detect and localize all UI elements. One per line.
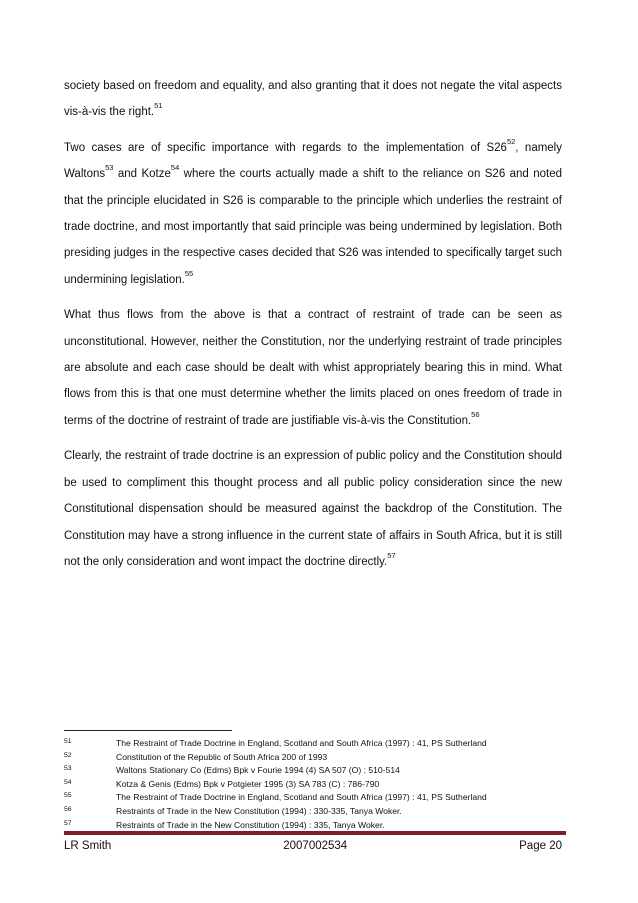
footnote-text: The Restraint of Trade Doctrine in England, Scotland and South Africa (1997) : 41, PS Sutherland (116, 792, 487, 803)
footnote (64, 805, 574, 819)
footnote-number: 56 (64, 805, 72, 813)
footer-author: LR Smith (64, 840, 112, 852)
footnote-ref: 56 (471, 409, 480, 419)
footnote-number: 51 (64, 738, 72, 745)
paragraph-text: Two cases are of specific importance with regards to the implementation of S26 (64, 141, 507, 154)
footnote-ref: 54 (170, 163, 180, 173)
footer-student-number: 2007002534 (283, 840, 348, 852)
paragraph-text: Clearly, the restraint of trade doctrine is an expression of public policy and the Constitution should be used to compliment this thought process and all public policy consideration since the new Constitutional dispensation should be measured against the backdrop of the Constitution. The Constitution may have a strong influence in the current state of affairs in South Africa, but it is still not the only consideration and wont impact the doctrine directly. (64, 450, 562, 568)
footnote-number: 55 (64, 792, 72, 800)
paragraph (64, 302, 562, 434)
footer-rule (64, 831, 566, 835)
footnote-text: The Restraint of Trade Doctrine in England, Scotland and South Africa (1997) : 41, PS Sutherland (116, 738, 487, 748)
paragraph-text: and Kotze (113, 168, 171, 181)
footnote (64, 778, 574, 792)
paragraph-text: society based on freedom and equality, and also granting that it does not negate the vital aspects vis-à-vis the right. (64, 80, 562, 119)
footnote-ref: 53 (105, 163, 114, 173)
footnote (64, 764, 574, 778)
paragraph (64, 73, 562, 126)
footnote-number: 54 (64, 778, 72, 786)
footnote-ref: 51 (154, 101, 163, 111)
footnote-ref: 57 (387, 550, 396, 560)
footnotes (64, 737, 574, 832)
paragraph-text: , namely Waltons (64, 141, 562, 181)
footer-page-number: Page 20 (519, 840, 562, 852)
footnote-text: Restraints of Trade in the New Constitution (1994) : 330-335, Tanya Woker. (116, 805, 402, 816)
footnote-number: 53 (64, 765, 72, 773)
footnote-text: Waltons Stationary Co (Edms) Bpk v Fourie 1994 (4) SA 507 (O) : 510-514 (116, 765, 400, 776)
footnote-text: Constitution of the Republic of South Africa 200 of 1993 (116, 751, 328, 762)
paragraph-text: where the courts actually made a shift to the reliance on S26 and noted that the principle elucidated in S26 is comparable to the principle which underlies the restraint of trade doctrine, and most importantly that said principle was being undermined by legislation. Both presiding judges in the respective cases decided that S26 was intended to specifically target such undermining legislation. (64, 168, 563, 286)
footnote (64, 751, 574, 765)
body-text (64, 73, 562, 584)
footnote-text: Restraints of Trade in the New Constitution (1994) : 335, Tanya Woker. (116, 819, 385, 830)
footnote-ref: 52 (506, 136, 516, 146)
paragraph (64, 443, 562, 575)
page-footer (64, 840, 562, 852)
paragraph-text: What thus flows from the above is that a contract of restraint of trade can be seen as unconstitutional. However, neither the Constitution, nor the underlying restraint of trade principles are absolute and each case should be dealt with whist appropriately bearing this in mind. What flows from this is that one must determine whether the limits placed on ones freedom of trade in terms of the doctrine of restraint of trade are justifiable vis-à-vis the Constitution. (64, 309, 562, 427)
footnote-ref: 55 (184, 268, 194, 278)
footnote (64, 737, 574, 751)
footnote (64, 791, 574, 805)
footnote-number: 57 (64, 819, 72, 827)
footnote-separator (64, 730, 232, 731)
footnote-text: Kotza & Genis (Edms) Bpk v Potgieter 1995 (3) SA 783 (C) : 786-790 (116, 778, 380, 789)
footnote-number: 52 (64, 751, 72, 759)
paragraph (64, 135, 562, 293)
